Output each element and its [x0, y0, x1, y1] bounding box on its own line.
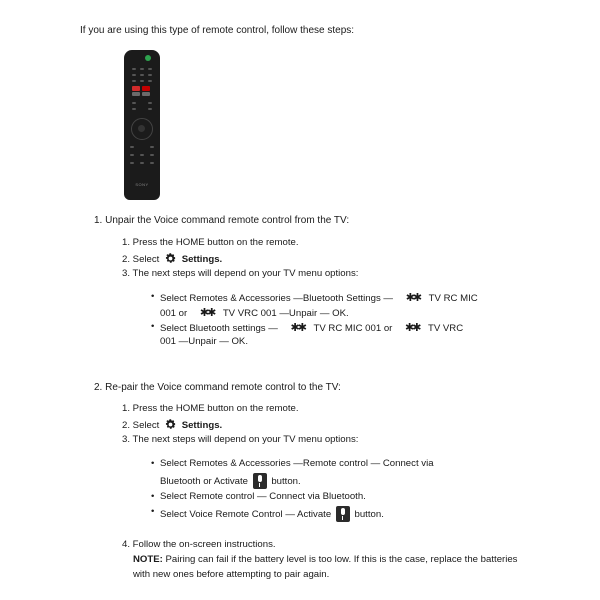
- bullet-text: Bluetooth or Activate: [160, 476, 248, 487]
- note-text: Pairing can fail if the battery level is too low. If this is the case, replace the batteries: [165, 554, 518, 565]
- microphone-icon: [253, 473, 267, 489]
- note-text-2: with new ones before attempting to pair again.: [133, 569, 330, 580]
- remote-button-icon: [148, 102, 152, 104]
- asterisk-icon: ✱✱: [405, 292, 421, 304]
- gear-icon: [164, 252, 177, 265]
- power-button-icon: [145, 55, 151, 61]
- bullet-text: TV VRC 001 —Unpair — OK.: [222, 308, 349, 319]
- remote-button-icon: [130, 146, 134, 148]
- step2-prefix: 2. Select: [122, 254, 160, 265]
- section2-step1: 1. Press the HOME button on the remote.: [122, 403, 299, 414]
- note-label: NOTE:: [133, 554, 163, 565]
- remote-button-icon: [130, 154, 134, 156]
- bullet-text: Select Remotes & Accessories —Bluetooth Settings —: [160, 293, 394, 304]
- remote-button-icon: [140, 74, 144, 76]
- asterisk-icon: ✱✱: [405, 322, 420, 334]
- asterisk-icon: ✱✱: [199, 307, 215, 319]
- remote-button-icon: [148, 68, 152, 70]
- red-button-icon: [132, 86, 140, 91]
- remote-button-icon: [132, 92, 140, 96]
- section1-bullet1: [160, 291, 478, 306]
- remote-button-icon: [140, 80, 144, 82]
- section2-bullet1: • Select Remotes & Accessories —Remote control — Connect via: [160, 458, 434, 471]
- dpad-icon: [131, 118, 153, 140]
- bullet-text: TV VRC: [427, 323, 464, 334]
- step2-settings: Settings.: [181, 420, 223, 431]
- section1-step3: 3. The next steps will depend on your TV menu options:: [122, 268, 359, 279]
- bullet-text: 001 or: [160, 308, 188, 319]
- section1-step2: [122, 252, 222, 267]
- bullet-text: Select Bluetooth settings —: [160, 323, 278, 334]
- bullet-text: TV RC MIC 001 or: [313, 323, 393, 334]
- remote-control-image: [124, 50, 160, 200]
- note: [133, 554, 517, 567]
- bullet-text: TV RC MIC: [428, 293, 478, 304]
- section2-bullet1-cont: [160, 473, 301, 489]
- remote-button-icon: [148, 74, 152, 76]
- remote-button-icon: [142, 92, 150, 96]
- remote-button-icon: [132, 102, 136, 104]
- remote-button-icon: [132, 68, 136, 70]
- remote-button-icon: [140, 154, 144, 156]
- section1-step1: 1. Press the HOME button on the remote.: [122, 237, 299, 248]
- bullet-text: Select Voice Remote Control — Activate: [160, 509, 332, 520]
- section2-step4: 4. Follow the on-screen instructions.: [122, 539, 276, 550]
- section1-bullet1-cont: [160, 306, 349, 321]
- microphone-icon: [336, 506, 350, 522]
- remote-button-icon: [148, 108, 152, 110]
- section2-title: 2. Re-pair the Voice command remote control to the TV:: [94, 382, 341, 393]
- remote-button-icon: [130, 162, 134, 164]
- gear-icon: [164, 418, 177, 431]
- section1-bullet2: [160, 321, 463, 336]
- bullet-text: button.: [271, 476, 301, 487]
- bullet-text: button.: [354, 509, 384, 520]
- remote-button-icon: [148, 80, 152, 82]
- section1-bullet2-cont: 001 —Unpair — OK.: [160, 336, 248, 347]
- remote-button-icon: [150, 146, 154, 148]
- remote-button-icon: [132, 108, 136, 110]
- remote-button-icon: [140, 162, 144, 164]
- section2-bullet2: • Select Remote control — Connect via Bluetooth.: [160, 491, 366, 504]
- step2-prefix: 2. Select: [122, 420, 160, 431]
- app-button-icon: [142, 86, 150, 91]
- remote-button-icon: [150, 162, 154, 164]
- section2-step2: [122, 418, 222, 433]
- section2-bullet3: [160, 506, 384, 522]
- remote-button-icon: [132, 74, 136, 76]
- remote-button-icon: [150, 154, 154, 156]
- asterisk-icon: ✱✱: [290, 322, 305, 334]
- section2-step3: 3. The next steps will depend on your TV menu options:: [122, 434, 359, 445]
- remote-logo: SONY: [135, 182, 149, 187]
- remote-button-icon: [132, 80, 136, 82]
- intro-text: If you are using this type of remote control, follow these steps:: [80, 25, 355, 36]
- step2-settings: Settings.: [181, 254, 223, 265]
- remote-button-icon: [140, 68, 144, 70]
- section1-title: 1. Unpair the Voice command remote control from the TV:: [94, 215, 350, 226]
